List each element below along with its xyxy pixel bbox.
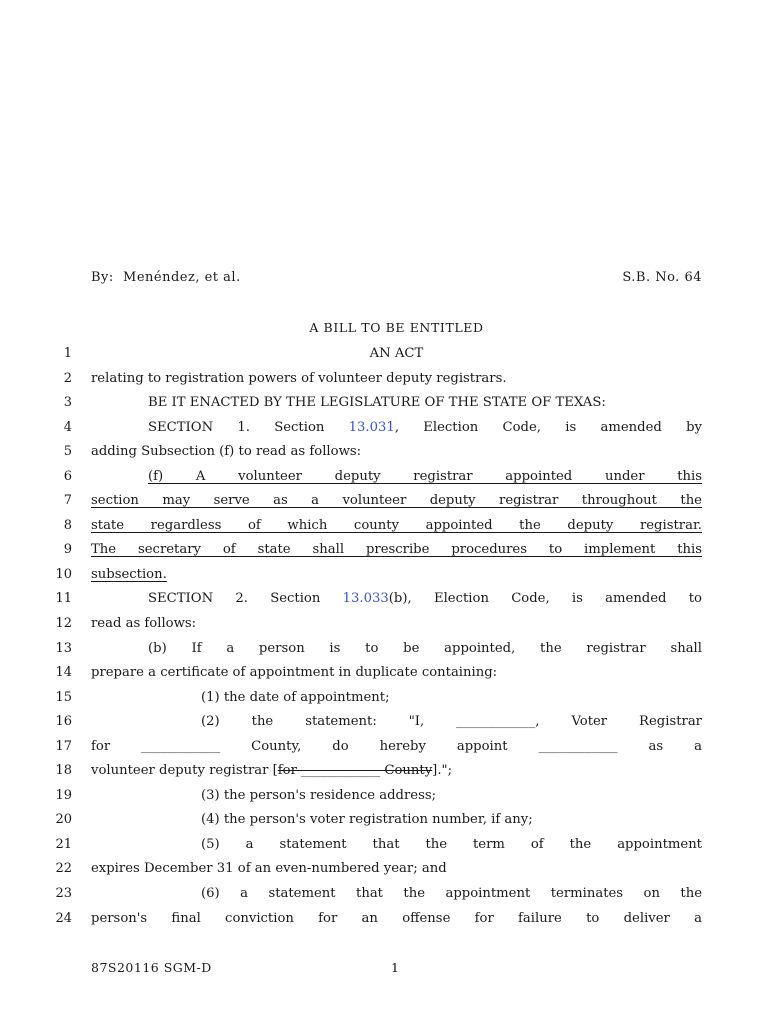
section-13-033-link[interactable]: 13.033 [342, 591, 389, 607]
line-number: 23 [55, 886, 72, 902]
bill-body [0, 342, 770, 931]
body-text: expires December 31 of an even-numbered year; and [91, 861, 447, 877]
line-number: 15 [55, 689, 72, 705]
line-6 [0, 465, 770, 490]
line-number: 8 [63, 517, 72, 533]
line-number: 21 [55, 836, 72, 852]
line-number: 13 [55, 640, 72, 656]
line-23 [0, 882, 770, 907]
act-heading: AN ACT [369, 346, 424, 361]
line-2 [0, 367, 770, 392]
body-text: (b) If a person is to be appointed, the registrar shall [148, 640, 702, 656]
line-5 [0, 440, 770, 465]
line-number: 4 [63, 419, 72, 435]
line-number: 11 [55, 591, 72, 607]
inserted-text [91, 563, 702, 588]
line-number: 17 [55, 738, 72, 754]
line-number: 20 [55, 812, 72, 828]
document-code: 87S20116 SGM-D [91, 960, 212, 975]
section-13-031-link[interactable]: 13.031 [348, 419, 395, 435]
body-text: (2) the statement: "I, ____________, Voter Registrar [201, 714, 702, 730]
line-3 [0, 391, 770, 416]
line-16 [0, 710, 770, 735]
line-number: 14 [55, 665, 72, 681]
line-number: 2 [63, 370, 72, 386]
text-span: , Election Code, is amended by [394, 419, 702, 435]
line-14 [0, 661, 770, 686]
inserted-text: The secretary of state shall prescribe procedures to implement this [91, 542, 702, 558]
line-number: 1 [63, 346, 72, 361]
line-number: 22 [55, 861, 72, 877]
inserted-text: section may serve as a volunteer deputy registrar throughout the [91, 493, 702, 509]
line-number: 5 [63, 444, 72, 460]
body-text [91, 759, 702, 784]
text-span: volunteer deputy registrar [ [91, 763, 278, 779]
line-11 [0, 587, 770, 612]
body-text: (1) the date of appointment; [201, 689, 390, 705]
section-1-text [91, 416, 702, 441]
section-2-text [91, 587, 702, 612]
line-number: 7 [63, 493, 72, 509]
line-10 [0, 563, 770, 588]
author-line: By: Menéndez, et al. [91, 270, 241, 285]
bill-number: S.B. No. 64 [622, 270, 702, 285]
line-12 [0, 612, 770, 637]
line-24 [0, 907, 770, 932]
line-22 [0, 857, 770, 882]
text-span: SECTION 2. Section [148, 591, 343, 607]
body-text: (5) a statement that the term of the appointment [201, 836, 702, 852]
line-8 [0, 514, 770, 539]
line-number: 6 [63, 468, 72, 484]
underlined-text: (f) A volunteer deputy registrar appointed under this [148, 468, 702, 484]
underlined-text: subsection. [91, 566, 167, 582]
line-18 [0, 759, 770, 784]
bill-title: A BILL TO BE ENTITLED [309, 320, 484, 335]
body-text: (4) the person's voter registration number, if any; [201, 812, 533, 828]
line-number: 12 [55, 616, 72, 632]
line-number: 16 [55, 714, 72, 730]
line-4 [0, 416, 770, 441]
line-number: 9 [63, 542, 72, 558]
line-9 [0, 538, 770, 563]
body-text: (3) the person's residence address; [201, 787, 437, 803]
page-number: 1 [391, 960, 400, 975]
line-number: 19 [55, 787, 72, 803]
line-17 [0, 735, 770, 760]
text-span: (b), Election Code, is amended to [388, 591, 702, 607]
body-text: read as follows: [91, 616, 197, 632]
line-19 [0, 784, 770, 809]
line-20 [0, 808, 770, 833]
line-number: 24 [55, 910, 72, 926]
body-text: prepare a certificate of appointment in duplicate containing: [91, 665, 498, 681]
text-span: SECTION 1. Section [148, 419, 349, 435]
line-15 [0, 686, 770, 711]
line-1 [0, 342, 770, 367]
inserted-text [91, 465, 702, 490]
caption: relating to registration powers of volunteer deputy registrars. [91, 370, 507, 386]
line-number: 18 [55, 763, 72, 779]
body-text: for ____________ County, do hereby appoint ____________ as a [91, 738, 702, 754]
line-number: 10 [55, 566, 72, 582]
inserted-text: state regardless of which county appointed the deputy registrar. [91, 517, 702, 533]
body-text: person's final conviction for an offense for failure to deliver a [91, 910, 702, 926]
body-text: (6) a statement that the appointment terminates on the [201, 886, 702, 902]
line-21 [0, 833, 770, 858]
body-text: adding Subsection (f) to read as follows: [91, 444, 362, 460]
line-13 [0, 637, 770, 662]
struck-text: for ____________ County [277, 763, 433, 779]
text-span: ]."; [432, 763, 453, 779]
line-number: 3 [63, 395, 72, 411]
enacting-clause: BE IT ENACTED BY THE LEGISLATURE OF THE STATE OF TEXAS: [148, 395, 606, 411]
line-7 [0, 489, 770, 514]
